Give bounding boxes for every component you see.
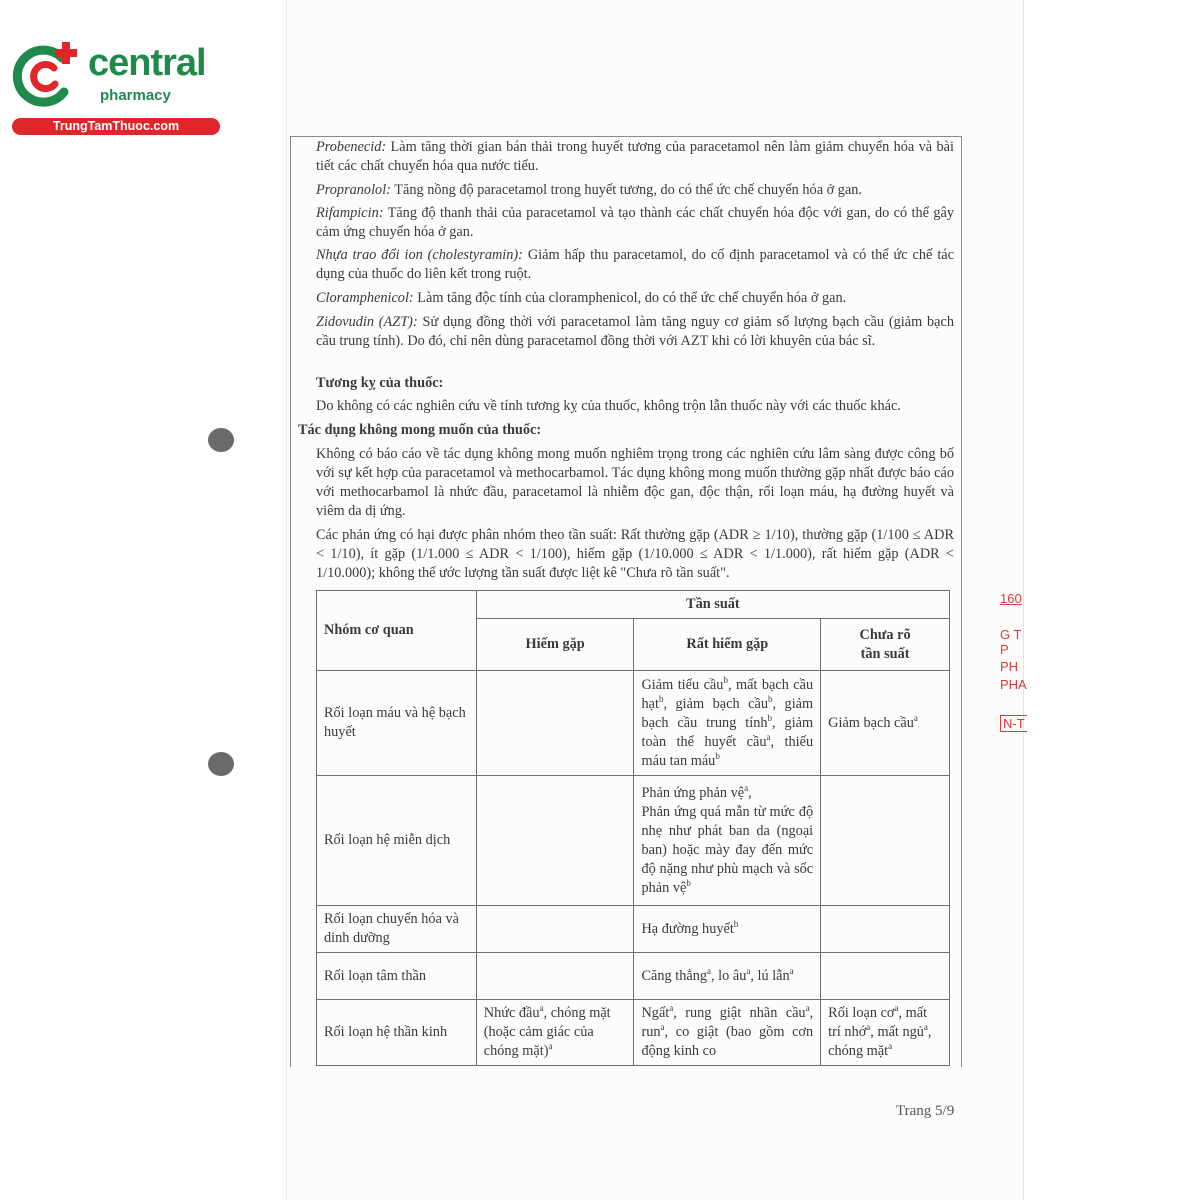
unknown-cell: [821, 953, 950, 1000]
central-pharmacy-logo[interactable]: [10, 38, 220, 138]
footnote-marker: b: [767, 693, 773, 704]
organ-cell: Rối loạn máu và hệ bạch huyết: [317, 671, 477, 776]
stamp-text-line: P: [1000, 642, 1009, 657]
organ-cell: Rối loạn hệ thần kinh: [317, 1000, 477, 1066]
stamp-text-line: G T: [1000, 627, 1022, 642]
organ-cell: Rối loạn chuyển hóa và dinh dưỡng: [317, 906, 477, 953]
footnote-marker: b: [715, 750, 720, 761]
footnote-marker: a: [805, 1003, 810, 1014]
header-organ-group: Nhóm cơ quan: [317, 591, 477, 671]
stamp-text-line: PH: [1000, 659, 1019, 674]
drug-name: Propranolol:: [316, 182, 391, 198]
adverse-reaction-table: [316, 590, 950, 1066]
drug-name: Zidovudin (AZT):: [316, 314, 418, 330]
table-row: [317, 953, 950, 1000]
organ-cell: Rối loạn hệ miễn dịch: [317, 776, 477, 906]
drug-name: Probenecid:: [316, 139, 387, 155]
unknown-cell: [821, 776, 950, 906]
rare-cell: Nhức đầu$^a$, chóng mặt (hoặc cảm giác của chóng mặt)$^a$: [476, 1000, 634, 1066]
organ-cell: Rối loạn tâm thần: [317, 953, 477, 1000]
logo-site-badge: TrungTamThuoc.com: [12, 118, 220, 135]
table-row: [317, 1000, 950, 1066]
propranolol-paragraph: [316, 181, 954, 200]
stamp-text-line: N-T: [1000, 715, 1027, 732]
header-very-rare: Rất hiếm gặp: [634, 619, 821, 671]
unknown-cell: Rối loạn $cơ^a$, mất trí nhớ$^a$, mất ngủ$^a$, chóng mặt$^a$: [821, 1000, 950, 1066]
punch-hole: [208, 752, 234, 776]
page-number: Trang 5/9: [896, 1103, 955, 1119]
adverse-intro: Không có báo cáo về tác dụng không mong muốn nghiêm trọng trong các nghiên cứu lâm sàng được công bố với sự kết hợp của paracetamol và methocarbamol. Tác dụng không mong muốn thường gặp nhất được báo cáo với methocarbamol là nhức đầu, paracetamol là nhiễm độc gan, độc thận, rối loạn máu, hạ đường huyết và viêm da dị ứng.: [316, 446, 954, 519]
rifampicin-paragraph: [316, 204, 954, 242]
adverse-effects-heading: Tác dụng không mong muốn của thuốc:: [298, 422, 542, 438]
chloramphenicol-paragraph: [316, 289, 954, 308]
stamp-text-line: PHA: [1000, 677, 1027, 692]
drug-text: Sử dụng đồng thời với paracetamol làm tăng nguy cơ giảm số lượng bạch cầu (giảm bạch cầu trung tính). Do đó, chỉ nên dùng paracetamol đồng thời với AZT khi có lời khuyên của bác sĩ.: [316, 314, 954, 349]
stamp-text-line: 160: [1000, 591, 1022, 606]
footnote-marker: b: [658, 693, 664, 704]
footnote-marker: a: [894, 1003, 899, 1014]
header-frequency: Tần suất: [476, 591, 949, 619]
very-rare-cell: Phản ứng phản vệ$^a$, Phản ứng quá mẫn từ mức độ nhẹ như phát ban da (ngoại ban) hoặc mày đay đến mức độ nặng như phù mạch và sốc phản vệ$^b$: [634, 776, 821, 906]
drug-text: Làm tăng thời gian bán thải trong huyết tương của paracetamol nên làm giảm chuyển hóa và bài tiết các chất chuyển hóa qua nước tiểu.: [316, 139, 954, 174]
header-unknown-line1: Chưa rõ: [859, 626, 911, 643]
header-unknown: [821, 619, 950, 671]
footnote-marker: a: [923, 1022, 928, 1033]
logo-sub-text: pharmacy: [100, 87, 171, 104]
footnote-marker: a: [746, 965, 751, 976]
footnote-marker: b: [686, 877, 691, 888]
table-row: [317, 776, 950, 906]
drug-text: Giảm hấp thu paracetamol, do cố định paracetamol và có thể ức chế tác dụng của thuốc do liên kết trong ruột.: [316, 247, 954, 282]
drug-text: Tăng độ thanh thải của paracetamol và tạo thành các chất chuyển hóa độc với gan, do có thể gây cảm ứng chuyển hóa ở gan.: [316, 205, 954, 240]
resin-paragraph: [316, 246, 954, 284]
drug-name: Nhựa trao đổi ion (cholestyramin):: [316, 247, 523, 263]
very-rare-cell: Hạ đường huyết$^b$: [634, 906, 821, 953]
footnote-marker: a: [766, 731, 771, 742]
rare-cell: [476, 953, 634, 1000]
footnote-marker: a: [660, 1022, 665, 1033]
very-rare-cell: Ngất$^a$, rung giật nhãn cầu$^a$, run$^a$, co giật (bao gồm cơn động kinh co: [634, 1000, 821, 1066]
very-rare-cell: Căng thẳng$^a$, lo $âu^a$, lú lẫn$^a$: [634, 953, 821, 1000]
footnote-marker: a: [866, 1022, 871, 1033]
footnote-marker: b: [723, 674, 728, 685]
footnote-marker: b: [733, 918, 739, 929]
footnote-marker: a: [744, 782, 749, 793]
footnote-marker: a: [539, 1003, 544, 1014]
adverse-frequency-text: Các phản ứng có hại được phân nhóm theo tần suất: Rất thường gặp (ADR ≥ 1/10), thường gặp (1/100 ≤ ADR < 1/10), ít gặp (1/1.000 ≤ ADR < 1/100), hiếm gặp (1/10.000 ≤ ADR < 1/1.000), rất hiếm gặp (ADR < 1/10.000); không thể ước lượng tần suất được liệt kê "Chưa rõ tần suất".: [316, 527, 954, 581]
rare-cell: [476, 906, 634, 953]
footnote-marker: b: [767, 712, 773, 723]
footnote-marker: a: [913, 712, 918, 723]
incompatibility-heading: Tương kỵ của thuốc:: [316, 375, 444, 391]
footnote-marker: a: [888, 1041, 893, 1052]
zidovudine-paragraph: [316, 313, 954, 351]
table-row: [317, 906, 950, 953]
very-rare-cell: Giảm tiểu cầu$^b$, mất bạch cầu hạt$^b$, giảm bạch cầu$^b$, giảm bạch cầu trung tính$^b$, giảm toàn thể huyết cầu$^a$, thiếu máu tan máu$^b$: [634, 671, 821, 776]
footnote-marker: a: [789, 965, 794, 976]
logo-brand-text: central: [88, 42, 206, 84]
footnote-marker: a: [548, 1041, 553, 1052]
table-row: [317, 671, 950, 776]
footnote-marker: a: [669, 1003, 674, 1014]
footnote-marker: a: [707, 965, 712, 976]
header-unknown-line2: tần suất: [860, 645, 910, 662]
rare-cell: [476, 671, 634, 776]
drug-text: Tăng nồng độ paracetamol trong huyết tương, do có thể ức chế chuyển hóa ở gan.: [390, 182, 862, 198]
drug-name: Rifampicin:: [316, 205, 384, 221]
rare-cell: [476, 776, 634, 906]
incompatibility-text: Do không có các nghiên cứu về tính tương kỵ của thuốc, không trộn lẫn thuốc này với các thuốc khác.: [316, 398, 901, 414]
probenecid-paragraph: [316, 138, 954, 176]
unknown-cell: [821, 906, 950, 953]
unknown-cell: Giảm bạch cầu$^a$: [821, 671, 950, 776]
punch-hole: [208, 428, 234, 452]
drug-text: Làm tăng độc tính của cloramphenicol, do có thể ức chế chuyển hóa ở gan.: [413, 290, 847, 306]
drug-name: Cloramphenicol:: [316, 290, 414, 306]
pharmacy-cross-icon: [10, 38, 86, 110]
header-rare: Hiếm gặp: [476, 619, 634, 671]
